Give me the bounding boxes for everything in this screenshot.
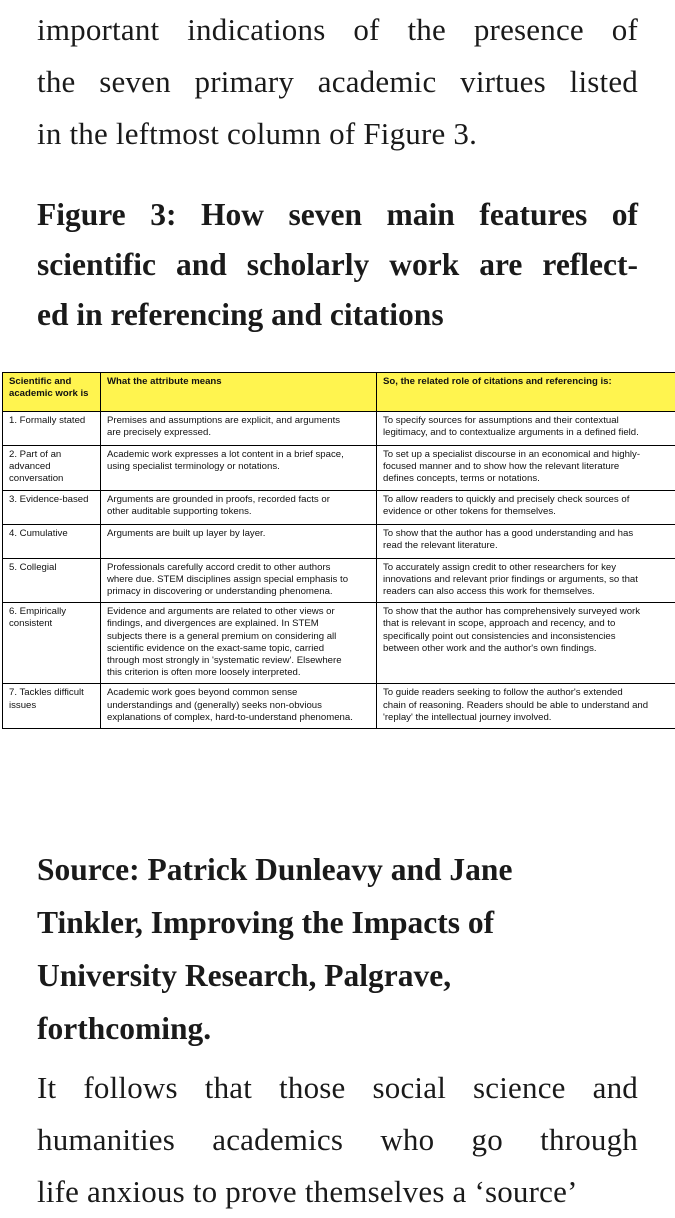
cell-line: academic work is bbox=[9, 388, 96, 400]
cell-line: specifically point out consistencies and inconsistencies bbox=[383, 631, 671, 643]
cell-line: conversation bbox=[9, 473, 96, 485]
cell-line: 'replay' the intellectual journey involved. bbox=[383, 712, 671, 724]
cell-line: this criterion is often more loosely interpreted. bbox=[107, 667, 372, 679]
role-cell bbox=[377, 558, 675, 603]
body-paragraph bbox=[37, 1062, 638, 1218]
heading-line: University Research, Palgrave, bbox=[37, 949, 638, 1002]
meaning-cell bbox=[101, 558, 377, 603]
cell-line: To show that the author has comprehensively surveyed work bbox=[383, 606, 671, 618]
role-cell bbox=[377, 524, 675, 558]
cell-line: where due. STEM disciplines assign special emphasis to bbox=[107, 574, 372, 586]
cell-line: Scientific and bbox=[9, 376, 96, 388]
cell-line: readers can also access this work for themselves. bbox=[383, 586, 671, 598]
table-row bbox=[3, 524, 675, 558]
feature-cell bbox=[3, 524, 101, 558]
figure-title bbox=[37, 190, 638, 340]
feature-cell bbox=[3, 603, 101, 684]
cell-line: between other work and the author's own findings. bbox=[383, 643, 671, 655]
cell-line: 1. Formally stated bbox=[9, 415, 96, 427]
cell-line: Evidence and arguments are related to other views or bbox=[107, 606, 372, 618]
cell-line: So, the related role of citations and referencing is: bbox=[383, 376, 671, 388]
cell-line: defines concepts, terms or notations. bbox=[383, 473, 671, 485]
heading-line: Source: Patrick Dunleavy and Jane bbox=[37, 843, 638, 896]
role-cell bbox=[377, 412, 675, 446]
cell-line: What the attribute means bbox=[107, 376, 372, 388]
cell-line: primacy in discovering or understanding phenomena. bbox=[107, 586, 372, 598]
cell-line: Arguments are built up layer by layer. bbox=[107, 528, 372, 540]
cell-line: To specify sources for assumptions and their contextual bbox=[383, 415, 671, 427]
role-cell bbox=[377, 684, 675, 729]
table-header-row bbox=[3, 373, 675, 412]
cell-line: 4. Cumulative bbox=[9, 528, 96, 540]
meaning-cell bbox=[101, 684, 377, 729]
cell-line: are precisely expressed. bbox=[107, 427, 372, 439]
cell-line: evidence or other tokens for themselves. bbox=[383, 506, 671, 518]
meaning-cell bbox=[101, 412, 377, 446]
cell-line: Premises and assumptions are explicit, and arguments bbox=[107, 415, 372, 427]
text-line: life anxious to prove themselves a ‘source’ bbox=[37, 1166, 638, 1218]
cell-line: To accurately assign credit to other researchers for key bbox=[383, 562, 671, 574]
meaning-cell bbox=[101, 603, 377, 684]
cell-line: chain of reasoning. Readers should be able to understand and bbox=[383, 700, 671, 712]
meaning-cell bbox=[101, 524, 377, 558]
table-row bbox=[3, 603, 675, 684]
table-row bbox=[3, 446, 675, 491]
text-line: the seven primary academic virtues listed bbox=[37, 56, 638, 108]
feature-cell bbox=[3, 558, 101, 603]
cell-line: To guide readers seeking to follow the author's extended bbox=[383, 687, 671, 699]
cell-line: 6. Empirically bbox=[9, 606, 96, 618]
cell-line: Professionals carefully accord credit to other authors bbox=[107, 562, 372, 574]
cell-line: legitimacy, and to contextualize arguments in a defined field. bbox=[383, 427, 671, 439]
table-body bbox=[3, 412, 675, 729]
table-row bbox=[3, 490, 675, 524]
cell-line: that is relevant in scope, approach and recency, and to bbox=[383, 618, 671, 630]
figure-table bbox=[2, 372, 675, 729]
cell-line: To set up a specialist discourse in an economical and highly- bbox=[383, 449, 671, 461]
source-citation bbox=[37, 843, 638, 1055]
text-line: important indications of the presence of bbox=[37, 4, 638, 56]
heading-line: scientific and scholarly work are reflect- bbox=[37, 240, 638, 290]
table-row bbox=[3, 412, 675, 446]
cell-line: 2. Part of an bbox=[9, 449, 96, 461]
cell-line: understandings and (generally) seeks non-obvious bbox=[107, 700, 372, 712]
cell-line: explanations of complex, hard-to-understand phenomena. bbox=[107, 712, 372, 724]
cell-line: innovations and relevant prior findings or arguments, so that bbox=[383, 574, 671, 586]
heading-line: Tinkler, Improving the Impacts of bbox=[37, 896, 638, 949]
column-header bbox=[377, 373, 675, 412]
cell-line: through most strongly in 'systematic review'. Elsewhere bbox=[107, 655, 372, 667]
cell-line: read the relevant literature. bbox=[383, 540, 671, 552]
column-header bbox=[3, 373, 101, 412]
meaning-cell bbox=[101, 446, 377, 491]
cell-line: focused manner and to show how the relevant literature bbox=[383, 461, 671, 473]
heading-line: Figure 3: How seven main features of bbox=[37, 190, 638, 240]
cell-line: 7. Tackles difficult bbox=[9, 687, 96, 699]
cell-line: other auditable supporting tokens. bbox=[107, 506, 372, 518]
feature-cell bbox=[3, 446, 101, 491]
column-header bbox=[101, 373, 377, 412]
cell-line: consistent bbox=[9, 618, 96, 630]
meaning-cell bbox=[101, 490, 377, 524]
cell-line: Academic work goes beyond common sense bbox=[107, 687, 372, 699]
cell-line: scientific evidence on the exact-same topic, carried bbox=[107, 643, 372, 655]
cell-line: 3. Evidence-based bbox=[9, 494, 96, 506]
feature-cell bbox=[3, 684, 101, 729]
text-line: It follows that those social science and bbox=[37, 1062, 638, 1114]
text-line: in the leftmost column of Figure 3. bbox=[37, 108, 638, 160]
role-cell bbox=[377, 446, 675, 491]
cell-line: To allow readers to quickly and precisely check sources of bbox=[383, 494, 671, 506]
heading-line: forthcoming. bbox=[37, 1002, 638, 1055]
feature-cell bbox=[3, 490, 101, 524]
intro-paragraph bbox=[37, 4, 638, 160]
cell-line: Academic work expresses a lot content in a brief space, bbox=[107, 449, 372, 461]
cell-line: 5. Collegial bbox=[9, 562, 96, 574]
heading-line: ed in referencing and citations bbox=[37, 290, 638, 340]
table-row bbox=[3, 558, 675, 603]
feature-cell bbox=[3, 412, 101, 446]
role-cell bbox=[377, 490, 675, 524]
cell-line: findings, and divergences are explained. In STEM bbox=[107, 618, 372, 630]
cell-line: advanced bbox=[9, 461, 96, 473]
cell-line: To show that the author has a good understanding and has bbox=[383, 528, 671, 540]
cell-line: subjects there is a general premium on considering all bbox=[107, 631, 372, 643]
text-line: humanities academics who go through bbox=[37, 1114, 638, 1166]
table-row bbox=[3, 684, 675, 729]
cell-line: issues bbox=[9, 700, 96, 712]
role-cell bbox=[377, 603, 675, 684]
cell-line: Arguments are grounded in proofs, recorded facts or bbox=[107, 494, 372, 506]
cell-line: using specialist terminology or notations. bbox=[107, 461, 372, 473]
